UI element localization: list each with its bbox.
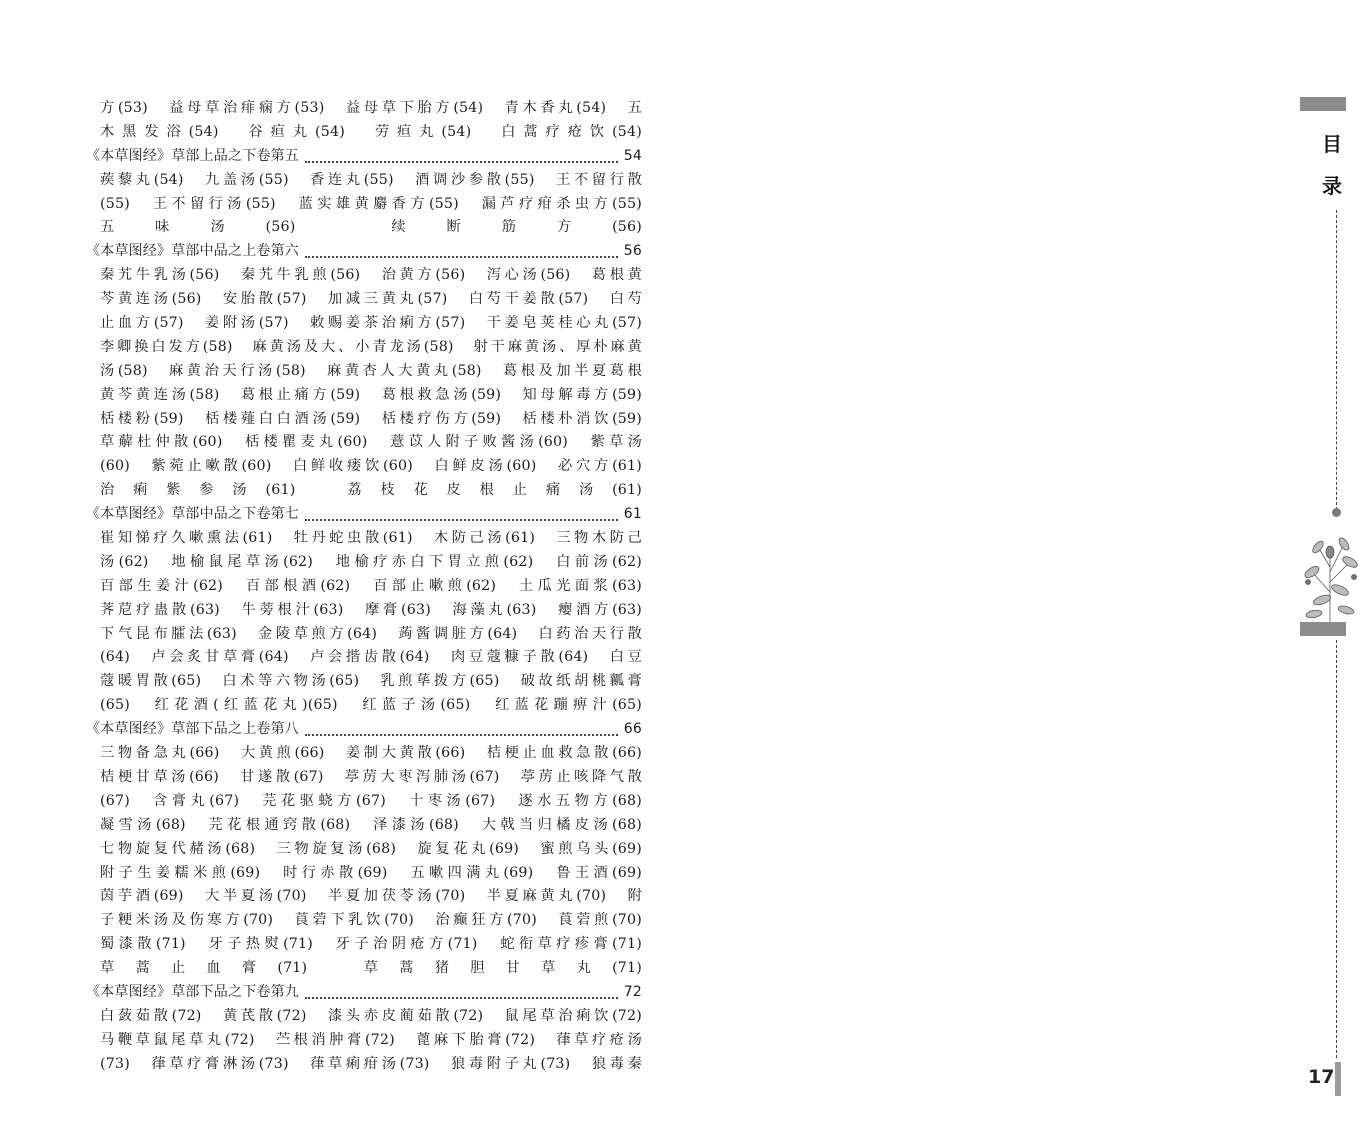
sidebar-char-lu: 录 [1322, 174, 1342, 198]
toc-entry-line: 茵芋酒(69) 大半夏汤(70) 半夏加茯苓汤(70) 半夏麻黄丸(70) 附 [100, 888, 642, 905]
sidebar [650, 0, 1342, 1131]
toc-entry-line: 芩黄连汤(56) 安胎散(57) 加减三黄丸(57) 白芍干姜散(57) 白芍 [100, 291, 642, 308]
chapter-page-number: 72 [623, 983, 642, 1000]
toc-entry-line: 七物旋复代赭汤(68) 三物旋复汤(68) 旋复花丸(69) 蜜煎乌头(69) [100, 840, 642, 857]
toc-entry-line: (60) 紫菀止嗽散(60) 白鲜收瘘饮(60) 白鲜皮汤(60) 必穴方(61) [100, 458, 642, 475]
chapter-title: 《本草图经》草部中品之下卷第七 [86, 506, 299, 523]
toc-entry-line: 子粳米汤及伤寒方(70) 莨菪下乳饮(70) 治癫狂方(70) 莨菪煎(70) [100, 912, 642, 929]
dot-leader [305, 519, 618, 521]
toc-entry-line: 三物备急丸(66) 大黄煎(66) 姜制大黄散(66) 桔梗止血救急散(66) [100, 745, 642, 762]
toc-entry-line: 栝楼粉(59) 栝楼薤白白酒汤(59) 栝楼疗伤方(59) 栝楼朴消饮(59) [100, 410, 642, 427]
chapter-page-number: 56 [623, 243, 642, 260]
page-number-bar [1335, 1062, 1341, 1096]
toc-entry-line: 黄芩黄连汤(58) 葛根止痛方(59) 葛根救急汤(59) 知母解毒方(59) [100, 386, 642, 403]
toc-entry-line: 蜀漆散(71) 牙子热熨(71) 牙子治阴疮方(71) 蛇衔草疗疹膏(71) [100, 936, 642, 953]
toc-entry-line: 木黑发浴(54) 谷疸丸(54) 劳疸丸(54) 白蒿疗疮饮(54) [100, 123, 642, 140]
toc-entry-line: 蒺藜丸(54) 九盖汤(55) 香连丸(55) 酒调沙参散(55) 王不留行散 [100, 171, 642, 188]
toc-entry-line: 止血方(57) 姜附汤(57) 敕赐姜茶治痢方(57) 干姜皂荚桂心丸(57) [100, 315, 642, 332]
toc-entry-line: 马鞭草鼠尾草丸(72) 苎根消肿膏(72) 蓖麻下胎膏(72) 葎草疗疮汤 [100, 1031, 642, 1048]
toc-chapter-heading [86, 718, 642, 742]
toc-entry-line: (55) 王不留行汤(55) 蓝实雄黄麝香方(55) 漏芦疗疳杀虫方(55) [100, 195, 642, 212]
toc-entry-line: 汤(58) 麻黄治天行汤(58) 麻黄杏人大黄丸(58) 葛根及加半夏葛根 [100, 362, 642, 379]
toc-chapter-heading [86, 503, 642, 527]
toc-entry-line: (67) 含膏丸(67) 芫花驱蛲方(67) 十枣汤(67) 逐水五物方(68) [100, 792, 642, 809]
herb-illustration-icon [1300, 532, 1360, 624]
toc-entry-line: (64) 卢会炙甘草膏(64) 卢会揩齿散(64) 肉豆蔻糠子散(64) 白豆 [100, 649, 642, 666]
toc-entry-line: 草薢杜仲散(60) 栝楼瞿麦丸(60) 薏苡人附子败酱汤(60) 紫草汤 [100, 434, 642, 451]
toc-entry-line: 治痢紫参汤(61) 荔枝花皮根止痛汤(61) [100, 482, 642, 499]
dot-leader [305, 256, 618, 258]
toc-entry-line: 秦艽牛乳汤(56) 秦艽牛乳煎(56) 治黄方(56) 泻心汤(56) 葛根黄 [100, 267, 642, 284]
dot-leader [305, 161, 618, 163]
chapter-page-number: 61 [623, 506, 642, 523]
sidebar-char-mu: 目 [1322, 132, 1342, 156]
dot-leader [305, 734, 618, 736]
toc-entry-line: 下气昆布臛法(63) 金陵草煎方(64) 蒟酱调脏方(64) 白药治天行散 [100, 625, 642, 642]
toc-chapter-heading [86, 145, 642, 169]
toc-entry-line: (73) 葎草疗膏淋汤(73) 葎草痢疳汤(73) 狼毒附子丸(73) 狼毒秦 [100, 1055, 642, 1072]
toc-chapter-heading [86, 240, 642, 264]
toc-chapter-heading [86, 981, 642, 1005]
toc-entry-line: 白蔹茹散(72) 黄芪散(72) 漆头赤皮蔺茹散(72) 鼠尾草治痢饮(72) [100, 1007, 642, 1024]
toc-entry-line: 百部生姜汁(62) 百部根酒(62) 百部止嗽煎(62) 土瓜光面浆(63) [100, 577, 642, 594]
dot-leader [305, 997, 618, 999]
chapter-title: 《本草图经》草部下品之上卷第八 [86, 721, 299, 738]
toc-entry-line: 李卿换白发方(58) 麻黄汤及大、小青龙汤(58) 射干麻黄汤、厚朴麻黄 [100, 338, 642, 355]
toc-entry-line: 蔻暖胃散(65) 白术等六物汤(65) 乳煎荜拨方(65) 破故纸胡桃瓤膏 [100, 673, 642, 690]
chapter-title: 《本草图经》草部中品之上卷第六 [86, 243, 299, 260]
sidebar-dot-marker [1332, 508, 1341, 517]
toc-entry-line: 五味汤(56) 续断筋方(56) [100, 219, 642, 236]
toc-entry-line: 桔梗甘草汤(66) 甘遂散(67) 葶苈大枣泻肺汤(67) 葶苈止咳降气散 [100, 768, 642, 785]
chapter-page-number: 66 [623, 721, 642, 738]
toc-entry-line: 方(53) 益母草治痱痫方(53) 益母草下胎方(54) 青木香丸(54) 五 [100, 100, 642, 116]
toc-entry-line: (65) 红花酒(红蓝花丸)(65) 红蓝子汤(65) 红蓝花蹦痹汁(65) [100, 697, 642, 714]
toc-entry-line: 崔知悌疗久嗽熏法(61) 牡丹蛇虫散(61) 木防己汤(61) 三物木防己 [100, 530, 642, 547]
chapter-page-number: 54 [623, 147, 642, 164]
toc-entry-line: 荠苨疗蛊散(63) 牛蒡根汁(63) 摩膏(63) 海藻丸(63) 瘿酒方(63) [100, 601, 642, 618]
toc-entry-line: 草蒿止血膏(71) 草蒿猪胆甘草丸(71) [100, 960, 642, 977]
toc-entry-line: 汤(62) 地榆鼠尾草汤(62) 地榆疗赤白下胃立煎(62) 白前汤(62) [100, 553, 642, 570]
toc-entry-line: 凝雪汤(68) 芫花根通窍散(68) 泽漆汤(68) 大戟当归橘皮汤(68) [100, 816, 642, 833]
sidebar-tab-bar-lower [1300, 622, 1346, 636]
sidebar-dashed-line-lower [1336, 640, 1337, 1058]
chapter-title: 《本草图经》草部上品之下卷第五 [86, 147, 299, 164]
sidebar-dashed-line-upper [1336, 210, 1337, 510]
toc-entry-line: 附子生姜糯米煎(69) 时行赤散(69) 五嗽四满丸(69) 鲁王酒(69) [100, 864, 642, 881]
page-number: 17 [1308, 1066, 1335, 1088]
chapter-title: 《本草图经》草部下品之下卷第九 [86, 983, 299, 1000]
toc-content [86, 97, 642, 1077]
sidebar-tab-bar [1300, 97, 1346, 111]
